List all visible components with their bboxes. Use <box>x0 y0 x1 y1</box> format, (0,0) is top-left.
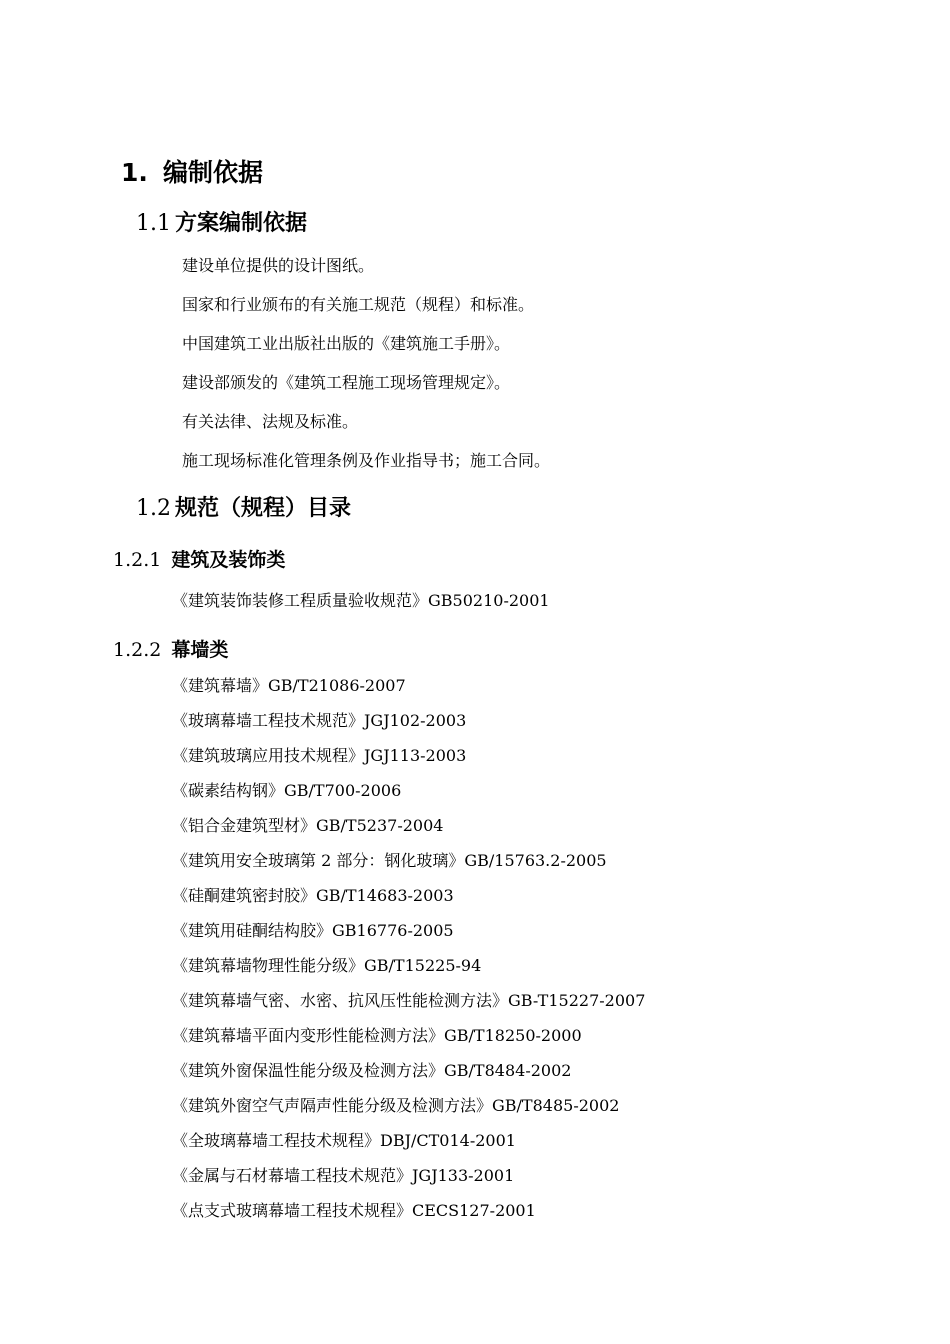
section-number: 1.1 <box>136 211 171 236</box>
basis-item: 建设单位提供的设计图纸。 <box>182 256 375 275</box>
section-title: 方案编制依据 <box>175 211 308 236</box>
section-title: 幕墙类 <box>171 639 229 661</box>
standard-item: 《建筑幕墙平面内变形性能检测方法》GB/T18250-2000 <box>172 1026 582 1045</box>
standard-item: 《点支式玻璃幕墙工程技术规程》CECS127-2001 <box>172 1201 536 1220</box>
section-number: 1.2 <box>136 496 171 521</box>
standard-item: 《建筑幕墙物理性能分级》GB/T15225-94 <box>172 956 482 975</box>
section-title: 编制依据 <box>163 158 264 187</box>
basis-item: 有关法律、法规及标准。 <box>182 412 359 431</box>
standard-item: 《硅酮建筑密封胶》GB/T14683-2003 <box>172 886 454 905</box>
standard-item: 《建筑外窗空气声隔声性能分级及检测方法》GB/T8485-2002 <box>172 1096 620 1115</box>
standard-item: 《建筑用硅酮结构胶》GB16776-2005 <box>172 921 454 940</box>
section-title: 建筑及装饰类 <box>171 549 286 571</box>
standard-item: 《铝合金建筑型材》GB/T5237-2004 <box>172 816 444 835</box>
standard-item: 《玻璃幕墙工程技术规范》JGJ102-2003 <box>172 711 467 730</box>
standard-item: 《金属与石材幕墙工程技术规范》JGJ133-2001 <box>172 1166 515 1185</box>
basis-item: 施工现场标准化管理条例及作业指导书；施工合同。 <box>182 451 551 470</box>
section-number: 1. <box>121 158 148 187</box>
basis-item: 国家和行业颁布的有关施工规范（规程）和标准。 <box>182 295 535 314</box>
section-1-2-heading <box>136 492 351 526</box>
section-1-2-2-heading <box>113 636 228 664</box>
standard-item: 《建筑外窗保温性能分级及检测方法》GB/T8484-2002 <box>172 1061 572 1080</box>
standard-item: 《建筑装饰装修工程质量验收规范》GB50210-2001 <box>172 591 550 610</box>
standard-item: 《全玻璃幕墙工程技术规程》DBJ/CT014-2001 <box>172 1131 516 1150</box>
basis-item: 中国建筑工业出版社出版的《建筑施工手册》。 <box>182 334 511 353</box>
section-title: 规范（规程）目录 <box>175 496 352 521</box>
section-number: 1.2.2 <box>113 639 162 661</box>
standard-item: 《建筑幕墙》GB/T21086-2007 <box>172 676 406 695</box>
section-1-heading <box>121 153 263 193</box>
basis-item: 建设部颁发的《建筑工程施工现场管理规定》。 <box>182 373 511 392</box>
section-number: 1.2.1 <box>113 549 162 571</box>
standard-item: 《建筑用安全玻璃第 2 部分：钢化玻璃》GB/15763.2-2005 <box>172 851 607 870</box>
section-1-2-1-heading <box>113 546 285 574</box>
standard-item: 《建筑幕墙气密、水密、抗风压性能检测方法》GB-T15227-2007 <box>172 991 646 1010</box>
standard-item: 《碳素结构钢》GB/T700-2006 <box>172 781 402 800</box>
standard-item: 《建筑玻璃应用技术规程》JGJ113-2003 <box>172 746 467 765</box>
section-1-1-heading <box>136 207 307 241</box>
